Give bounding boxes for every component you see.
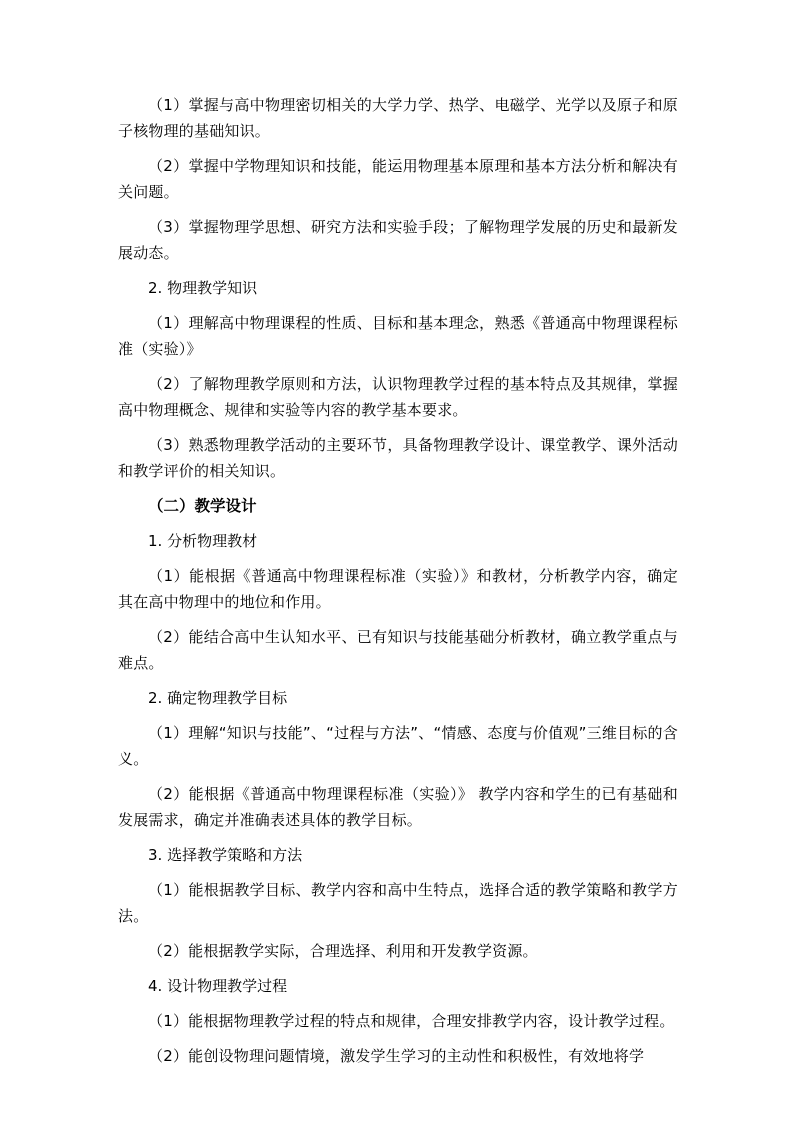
paragraph: （2）能根据教学实际，合理选择、利用和开发教学资源。 bbox=[148, 942, 538, 960]
paragraph: （1）理解高中物理课程的性质、目标和基本理念，熟悉《普通高中物理课程标准（实验）》 bbox=[118, 314, 678, 358]
document-page bbox=[118, 92, 678, 1078]
paragraph: （2）掌握中学物理知识和技能，能运用物理基本原理和基本方法分析和解决有关问题。 bbox=[118, 157, 678, 201]
paragraph: （1）能根据物理教学过程的特点和规律，合理安排教学内容，设计教学过程。 bbox=[148, 1012, 675, 1030]
paragraph: （1）理解“知识与技能”、“过程与方法”、“情感、态度与价值观”三维目标的含义。 bbox=[118, 724, 678, 768]
paragraph: （3）掌握物理学思想、研究方法和实验手段；了解物理学发展的历史和最新发展动态。 bbox=[118, 218, 678, 262]
paragraph: （2）能创设物理问题情境，激发学生学习的主动性和积极性，有效地将学 bbox=[148, 1047, 645, 1065]
paragraph: （1）能根据《普通高中物理课程标准（实验）》和教材，分析教学内容，确定其在高中物理中的地位和作用。 bbox=[118, 567, 678, 611]
paragraph: （3）熟悉物理教学活动的主要环节，具备物理教学设计、课堂教学、课外活动和教学评价的相关知识。 bbox=[118, 436, 678, 480]
subsection-heading: 1. 分析物理教材 bbox=[148, 532, 258, 550]
subsection-heading: 2. 物理教学知识 bbox=[148, 279, 258, 297]
paragraph: （2）能根据《普通高中物理课程标准（实验）》 教学内容和学生的已有基础和发展需求，确定并准确表述具体的教学目标。 bbox=[118, 785, 678, 829]
paragraph: （1）掌握与高中物理密切相关的大学力学、热学、电磁学、光学以及原子和原子核物理的基础知识。 bbox=[118, 96, 678, 140]
paragraph: （2）了解物理教学原则和方法，认识物理教学过程的基本特点及其规律，掌握高中物理概念、规律和实验等内容的教学基本要求。 bbox=[118, 375, 678, 419]
paragraph: （2）能结合高中生认知水平、已有知识与技能基础分析教材，确立教学重点与难点。 bbox=[118, 628, 678, 672]
subsection-heading: 3. 选择教学策略和方法 bbox=[148, 846, 303, 864]
paragraph: （1）能根据教学目标、教学内容和高中生特点，选择合适的教学策略和教学方法。 bbox=[118, 881, 678, 925]
subsection-heading: 2. 确定物理教学目标 bbox=[148, 689, 288, 707]
subsection-heading: 4. 设计物理教学过程 bbox=[148, 977, 288, 995]
section-heading: （二）教学设计 bbox=[148, 497, 257, 515]
